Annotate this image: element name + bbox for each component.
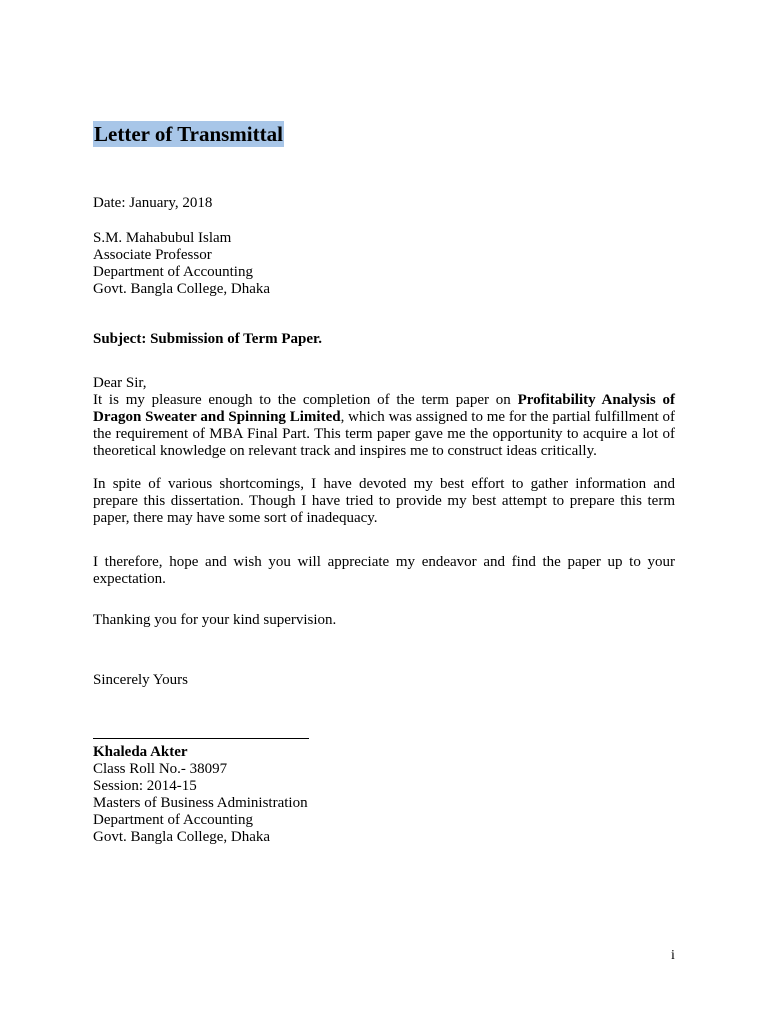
sender-block bbox=[93, 744, 675, 846]
recipient-position: Associate Professor bbox=[93, 247, 212, 263]
sender-name: Khaleda Akter bbox=[93, 744, 188, 760]
salutation: Dear Sir, bbox=[93, 375, 147, 391]
signature-line bbox=[93, 738, 309, 739]
page-number: i bbox=[671, 948, 675, 963]
paragraph-1 bbox=[93, 392, 675, 460]
date-line: Date: January, 2018 bbox=[93, 195, 213, 211]
recipient-institution: Govt. Bangla College, Dhaka bbox=[93, 281, 271, 297]
sender-department: Department of Accounting bbox=[93, 812, 253, 828]
subject-line: Subject: Submission of Term Paper. bbox=[93, 331, 323, 347]
thanks-line: Thanking you for your kind supervision. bbox=[93, 612, 337, 628]
paragraph-1-bold-title: Profitability Analysis of Dragon Sweater and Spinning Limited bbox=[93, 392, 675, 425]
closing-line: Sincerely Yours bbox=[93, 672, 189, 688]
paragraph-1-rest: , which was assigned to me for the partial fulfillment of the requirement of MBA Final Part. This term paper gave me the opportunity to acquire a lot of theoretical knowledge on relevant track and inspires me to construct ideas critically. bbox=[93, 409, 675, 459]
page-title: Letter of Transmittal bbox=[94, 122, 283, 146]
paragraph-2: In spite of various shortcomings, I have devoted my best effort to gather information and prepare this dissertation. Though I have tried to provide my best attempt to prepare this term paper, there may have some sort of inadequacy. bbox=[93, 476, 675, 526]
recipient-department: Department of Accounting bbox=[93, 264, 253, 280]
paragraph-3: I therefore, hope and wish you will appreciate my endeavor and find the paper up to your expectation. bbox=[93, 554, 675, 587]
sender-program: Masters of Business Administration bbox=[93, 795, 308, 811]
sender-roll: Class Roll No.- 38097 bbox=[93, 761, 228, 777]
recipient-name: S.M. Mahabubul Islam bbox=[93, 230, 232, 246]
paragraph-1-intro: It is my pleasure enough to the completion of the term paper on bbox=[93, 392, 518, 408]
sender-session: Session: 2014-15 bbox=[93, 778, 197, 794]
sender-institution: Govt. Bangla College, Dhaka bbox=[93, 829, 271, 845]
recipient-block bbox=[93, 230, 675, 298]
